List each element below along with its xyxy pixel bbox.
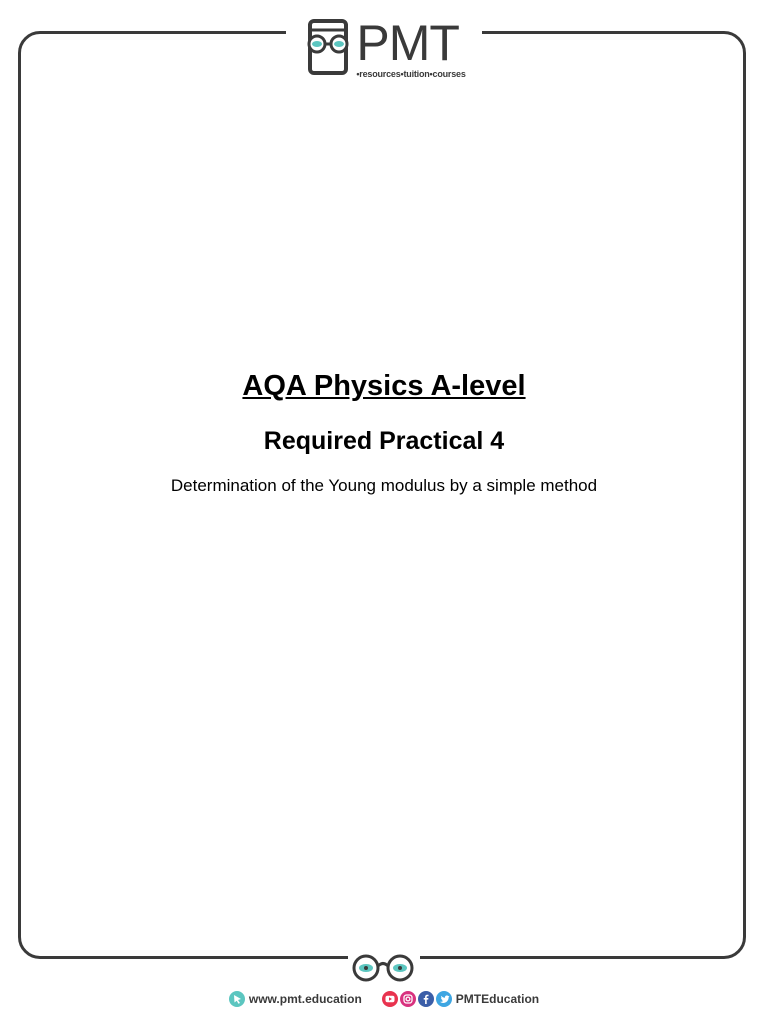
- social-handle: PMTEducation: [455, 992, 540, 1006]
- glasses-icon: [348, 950, 420, 984]
- page-description: Determination of the Young modulus by a simple method: [170, 476, 598, 495]
- cursor-icon: [229, 991, 245, 1007]
- logo-tagline: •resources•tuition•courses: [356, 69, 466, 79]
- footer-glasses-logo: [348, 950, 420, 984]
- page-subtitle: Required Practical 4: [263, 427, 505, 455]
- logo-wordmark: PMT: [356, 15, 459, 71]
- instagram-icon[interactable]: [400, 991, 416, 1007]
- pmt-logo: [286, 14, 482, 80]
- twitter-icon[interactable]: [436, 991, 452, 1007]
- website-url: www.pmt.education: [248, 992, 362, 1006]
- facebook-icon[interactable]: [418, 991, 434, 1007]
- page-footer: [0, 988, 768, 1010]
- social-links[interactable]: [382, 991, 539, 1007]
- page-title: AQA Physics A-level: [242, 370, 526, 402]
- book-glasses-icon: [302, 18, 354, 76]
- website-link[interactable]: [229, 991, 362, 1007]
- youtube-icon[interactable]: [382, 991, 398, 1007]
